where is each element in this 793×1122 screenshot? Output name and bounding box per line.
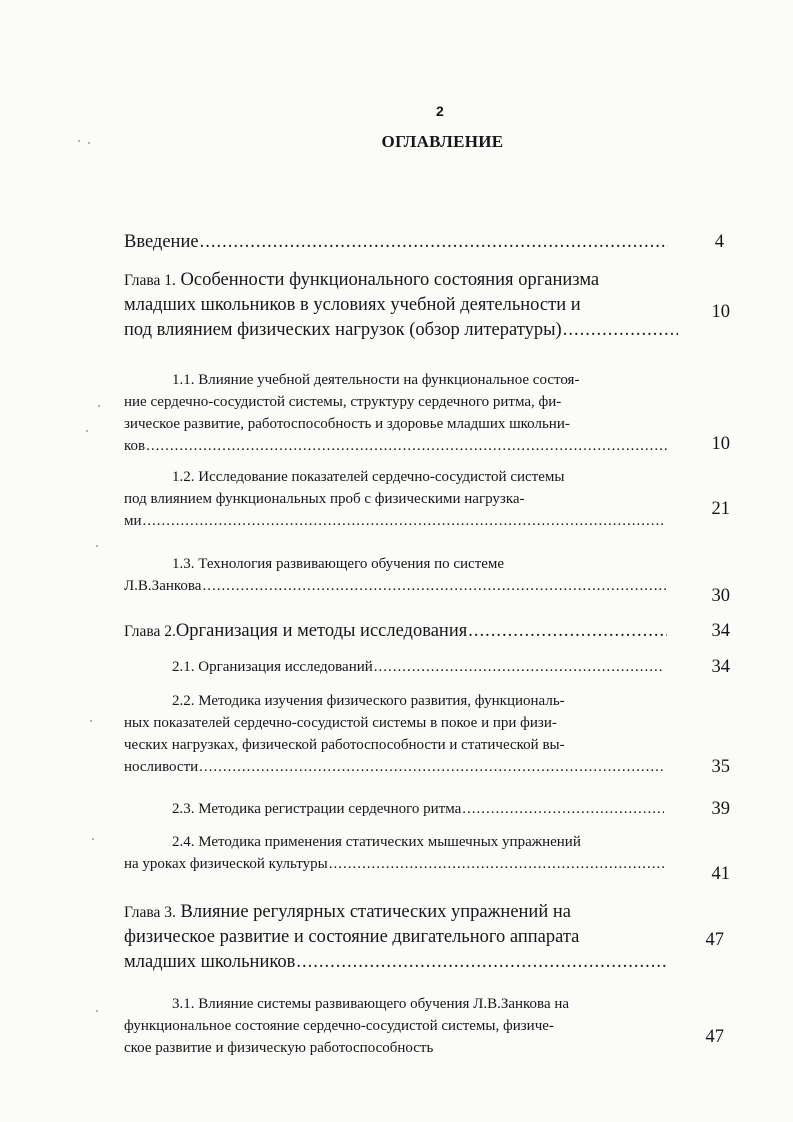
- toc-entry-text: функциональное состояние сердечно-сосудистой системы, физиче-: [124, 1018, 554, 1034]
- toc-entry-section-1-3: [124, 553, 666, 597]
- toc-page-number: 30: [711, 586, 730, 606]
- toc-entry-text: Введение: [124, 232, 199, 252]
- scan-speck: [86, 430, 88, 432]
- scan-speck: [96, 545, 98, 547]
- leader-dots: [374, 656, 664, 678]
- leader-dots: [146, 435, 669, 457]
- toc-page-number: 35: [711, 757, 730, 777]
- leader-dots: [462, 798, 664, 820]
- toc-entry-text: Л.В.Занкова: [124, 578, 202, 594]
- toc-entry-text: младших школьников в условиях учебной деятельности и: [124, 295, 581, 315]
- leader-dots: [468, 619, 667, 644]
- toc-entry-text: под влиянием функциональных проб с физическими нагрузка-: [124, 491, 525, 507]
- scan-speck: [78, 140, 80, 142]
- toc-entry-section-1-2: [124, 466, 664, 532]
- toc-entry-text: ческих нагрузках, физической работоспособности и статической вы-: [124, 737, 565, 753]
- leader-dots: [202, 575, 666, 597]
- leader-dots: [200, 230, 668, 255]
- toc-page-number: 21: [711, 499, 730, 519]
- toc-entry-chapter-2: [124, 619, 667, 644]
- toc-entry-text: физическое развитие и состояние двигательного аппарата: [124, 927, 580, 947]
- toc-entry-text: ных показателей сердечно-сосудистой системы в покое и при физи-: [124, 715, 557, 731]
- leader-dots: [296, 950, 667, 975]
- toc-entry-section-2-2: [124, 690, 664, 778]
- toc-entry-chapter-3: [124, 900, 667, 975]
- chapter-prefix: Глава 1.: [124, 272, 176, 289]
- toc-entry-chapter-1: [124, 268, 678, 343]
- toc-entry-section-1-1: [124, 369, 669, 457]
- toc-entry-text: 2.4. Методика применения статических мышечных упражнений: [172, 834, 581, 850]
- toc-page-number: 47: [705, 1027, 724, 1047]
- toc-entry-text: носливости: [124, 759, 199, 775]
- toc-page-number: 10: [711, 434, 730, 454]
- toc-entry-text: Особенности функционального состояния организма: [175, 270, 600, 290]
- toc-entry-text: 3.1. Влияние системы развивающего обучения Л.В.Занкова на: [172, 996, 570, 1012]
- toc-entry-section-2-1: [172, 656, 664, 678]
- toc-entry-text: 2.1. Организация исследований: [172, 659, 373, 675]
- scan-speck: [90, 720, 92, 722]
- toc-entry-text: зическое развитие, работоспособность и здоровье младших школьни-: [124, 416, 570, 432]
- toc-entry-text: под влиянием физических нагрузок (обзор литературы): [124, 320, 562, 340]
- toc-entry-text: ние сердечно-сосудистой системы, структуру сердечного ритма, фи-: [124, 394, 562, 410]
- toc-title: ОГЛАВЛЕНИЕ: [381, 132, 504, 151]
- toc-entry-text: младших школьников: [124, 952, 296, 972]
- chapter-prefix: Глава 2.: [124, 623, 176, 640]
- toc-entry-text: 1.3. Технология развивающего обучения по системе: [172, 556, 505, 572]
- toc-page-number: 41: [711, 864, 730, 884]
- toc-page-number: 34: [711, 657, 730, 677]
- toc-entry-text: ское развитие и физическую работоспособность: [124, 1040, 434, 1056]
- toc-page-number: 10: [711, 302, 730, 322]
- toc-entry-section-2-4: [124, 831, 666, 875]
- leader-dots: [199, 756, 664, 778]
- leader-dots: [143, 510, 664, 532]
- page-number: 2: [436, 103, 444, 119]
- toc-page-number: 47: [705, 930, 724, 950]
- chapter-prefix: Глава 3.: [124, 904, 176, 921]
- scan-speck: [88, 142, 90, 144]
- toc-entry-text: 1.2. Исследование показателей сердечно-сосудистой системы: [172, 469, 565, 485]
- toc-entry-text: Влияние регулярных статических упражнений на: [175, 902, 571, 922]
- toc-entry-text: 2.3. Методика регистрации сердечного ритма: [172, 801, 462, 817]
- toc-entry-text: 1.1. Влияние учебной деятельности на функциональное состоя-: [172, 372, 580, 388]
- toc-entry-text: на уроках физической культуры: [124, 856, 328, 872]
- leader-dots: [329, 853, 666, 875]
- scan-speck: [92, 838, 94, 840]
- toc-entry-text: ков: [124, 438, 146, 454]
- toc-entry-section-3-1: [124, 993, 669, 1059]
- toc-entry-text: 2.2. Методика изучения физического развития, функциональ-: [172, 693, 565, 709]
- toc-entry-text: Организация и методы исследования: [175, 621, 468, 641]
- toc-page-number: 39: [711, 799, 730, 819]
- toc-entry-text: ми: [124, 513, 142, 529]
- leader-dots: [563, 318, 678, 343]
- toc-page-number: 34: [711, 621, 730, 641]
- toc-page-number: 4: [714, 232, 724, 252]
- scan-speck: [96, 1010, 98, 1012]
- scan-speck: [98, 405, 100, 407]
- toc-entry-introduction: [124, 230, 668, 255]
- toc-entry-section-2-3: [172, 798, 664, 820]
